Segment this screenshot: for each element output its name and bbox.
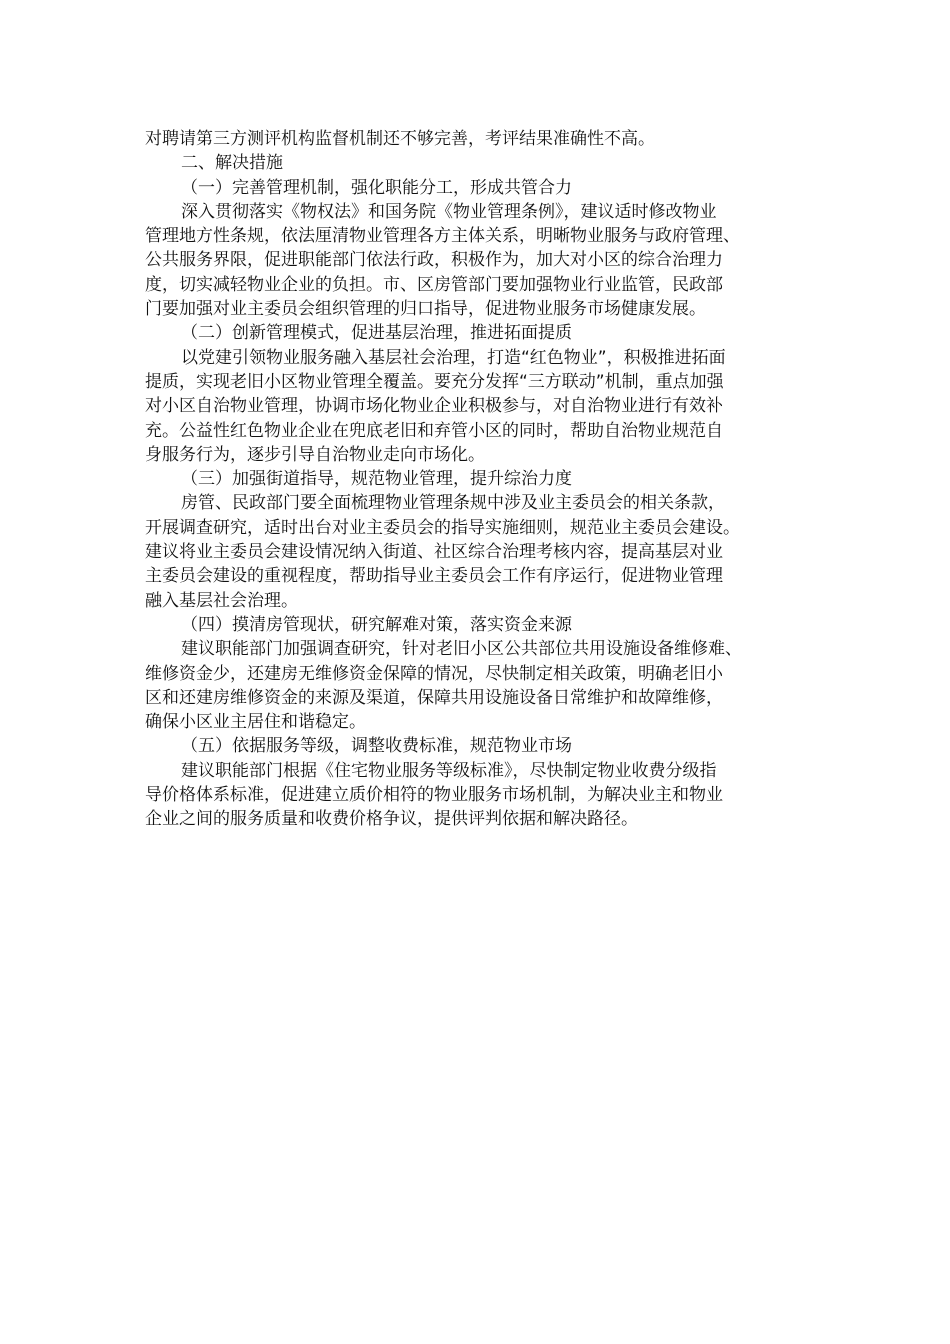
body-text-line: 度，切实减轻物业企业的负担。市、区房管部门要加强物业行业监管，民政部 (145, 274, 723, 295)
body-text-line: 区和还建房维修资金的来源及渠道，保障共用设施设备日常维护和故障维修， (145, 687, 723, 708)
body-text-line: 提质，实现老旧小区物业管理全覆盖。要充分发挥“三方联动”机制，重点加强 (145, 371, 724, 392)
body-text-line: 对聘请第三方测评机构监督机制还不够完善，考评结果准确性不高。 (145, 129, 655, 149)
subsection-heading: （三）加强街道指导，规范物业管理，提升综治力度 (181, 469, 572, 490)
body-text-line: 企业之间的服务质量和收费价格争议，提供评判依据和解决路径。 (145, 809, 638, 830)
body-text-line: 融入基层社会治理。 (145, 590, 298, 611)
body-text-line: 对小区自治物业管理，协调市场化物业企业积极参与，对自治物业进行有效补 (145, 396, 723, 417)
body-text-line: 维修资金少，还建房无维修资金保障的情况，尽快制定相关政策，明确老旧小 (145, 663, 723, 684)
body-text-line: 确保小区业主居住和谐稳定。 (145, 712, 366, 733)
body-text-line: 充。公益性红色物业企业在兜底老旧和弃管小区的同时，帮助自治物业规范自 (145, 420, 723, 441)
body-text-line: 身服务行为，逐步引导自治物业走向市场化。 (145, 444, 485, 465)
body-text-line: 以党建引领物业服务融入基层社会治理，打造“红色物业”，积极推进拓面 (181, 347, 726, 368)
body-text-line: 建议职能部门加强调查研究，针对老旧小区公共部位共用设施设备维修难、 (181, 639, 742, 660)
body-text-line: 开展调查研究，适时出台对业主委员会的指导实施细则，规范业主委员会建设。 (145, 517, 740, 538)
subsection-heading: （五）依据服务等级，调整收费标准，规范物业市场 (181, 736, 572, 757)
body-text-line: 深入贯彻落实《物权法》和国务院《物业管理条例》，建议适时修改物业 (181, 201, 717, 222)
body-text-line: 房管、民政部门要全面梳理物业管理条规中涉及业主委员会的相关条款， (181, 493, 725, 514)
body-text-line: 主委员会建设的重视程度，帮助指导业主委员会工作有序运行，促进物业管理 (145, 566, 723, 587)
subsection-heading: （二）创新管理模式，促进基层治理，推进拓面提质 (181, 323, 572, 344)
body-text-line: 门要加强对业主委员会组织管理的归口指导，促进物业服务市场健康发展。 (145, 299, 706, 320)
document-page (145, 127, 815, 832)
subsection-heading: （四）摸清房管现状，研究解难对策，落实资金来源 (181, 614, 572, 635)
section-heading: 二、解决措施 (181, 153, 283, 174)
body-text-line: 管理地方性条规，依法厘清物业管理各方主体关系，明晰物业服务与政府管理、 (145, 226, 740, 247)
body-text-line: 建议职能部门根据《住宅物业服务等级标准》，尽快制定物业收费分级指 (181, 760, 717, 781)
body-text-line: 公共服务界限，促进职能部门依法行政，积极作为，加大对小区的综合治理力 (145, 250, 723, 271)
body-text-line: 建议将业主委员会建设情况纳入街道、社区综合治理考核内容，提高基层对业 (145, 542, 723, 563)
body-text-line: 导价格体系标准，促进建立质价相符的物业服务市场机制，为解决业主和物业 (145, 785, 723, 806)
subsection-heading: （一）完善管理机制，强化职能分工，形成共管合力 (181, 177, 572, 198)
